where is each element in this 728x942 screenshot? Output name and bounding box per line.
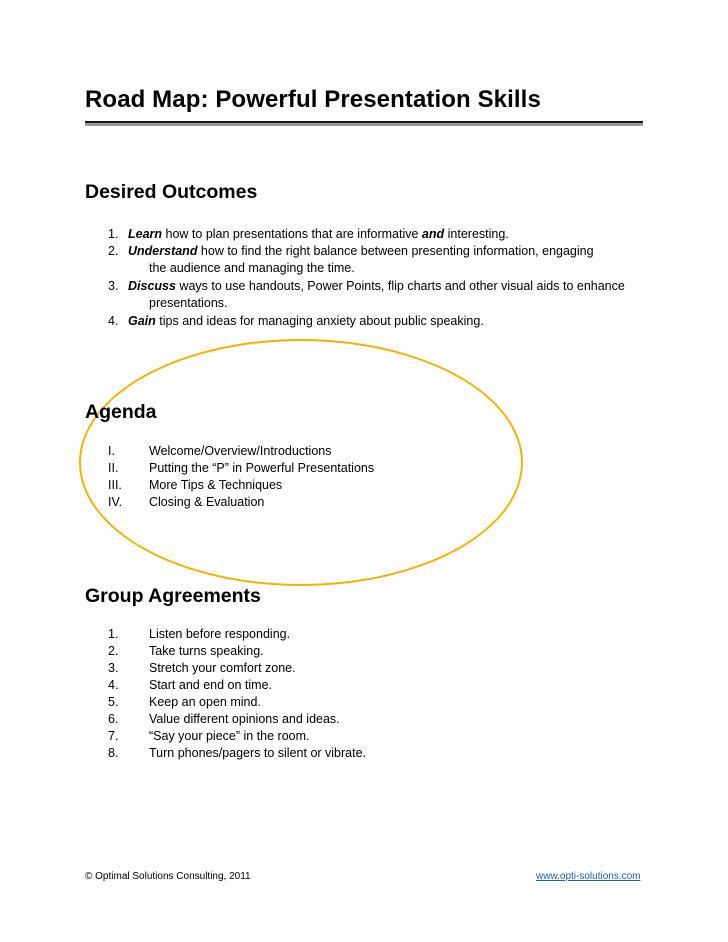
outcome-line: ways to use handouts, Power Points, flip charts and other visual aids to enhance xyxy=(175,279,625,293)
agreement-text: Listen before responding. xyxy=(149,627,291,641)
agreement-number: 7. xyxy=(108,729,119,743)
outcome-lead: Understand xyxy=(128,244,198,258)
outcome-lead: Gain xyxy=(128,314,156,328)
outcome-text xyxy=(128,226,509,243)
desired-outcomes-heading: Desired Outcomes xyxy=(85,181,258,203)
agreement-text: Stretch your comfort zone. xyxy=(149,661,296,675)
outcome-number: 4. xyxy=(108,314,119,328)
agenda-number: IV. xyxy=(108,495,123,509)
agreement-text: Take turns speaking. xyxy=(149,644,264,658)
outcome-number: 3. xyxy=(108,279,119,293)
outcome-lead: Learn xyxy=(128,227,163,241)
agreement-number: 3. xyxy=(108,661,119,675)
outcome-text xyxy=(128,243,594,260)
agreement-text: Start and end on time. xyxy=(149,678,272,692)
agreement-number: 2. xyxy=(108,644,119,658)
group-agreements-heading: Group Agreements xyxy=(85,585,261,607)
outcome-text xyxy=(128,278,625,295)
footer-copyright: © Optimal Solutions Consulting, 2011 xyxy=(85,871,251,882)
agreement-text: Turn phones/pagers to silent or vibrate. xyxy=(149,746,367,760)
agenda-heading: Agenda xyxy=(85,401,157,423)
outcome-continuation: the audience and managing the time. xyxy=(149,261,355,275)
outcome-line: how to plan presentations that are informative xyxy=(162,227,422,241)
outcome-line: how to find the right balance between presenting information, engaging xyxy=(197,244,594,258)
agenda-text: More Tips & Techniques xyxy=(149,478,283,492)
document-title: Road Map: Powerful Presentation Skills xyxy=(85,86,541,113)
outcome-line-end: interesting. xyxy=(444,227,509,241)
agreement-number: 8. xyxy=(108,746,119,760)
agenda-number: I. xyxy=(108,444,115,458)
footer-website-link[interactable]: www.opti-solutions.com xyxy=(536,871,641,882)
agenda-number: II. xyxy=(108,461,119,475)
agenda-text: Putting the “P” in Powerful Presentations xyxy=(149,461,375,475)
agreement-number: 1. xyxy=(108,627,119,641)
outcome-text xyxy=(128,313,484,330)
agreement-text: Value different opinions and ideas. xyxy=(149,712,340,726)
agreement-number: 5. xyxy=(108,695,119,709)
agenda-text: Welcome/Overview/Introductions xyxy=(149,444,332,458)
outcome-emphasis: and xyxy=(421,227,445,241)
outcome-number: 2. xyxy=(108,244,119,258)
agreement-number: 4. xyxy=(108,678,119,692)
outcome-number: 1. xyxy=(108,227,119,241)
agenda-number: III. xyxy=(108,478,122,492)
agreement-number: 6. xyxy=(108,712,119,726)
agenda-text: Closing & Evaluation xyxy=(149,495,265,509)
outcome-line: tips and ideas for managing anxiety about public speaking. xyxy=(155,314,484,328)
agreement-text: Keep an open mind. xyxy=(149,695,261,709)
outcome-lead: Discuss xyxy=(128,279,176,293)
title-underline xyxy=(85,121,643,126)
agreement-text: “Say your piece” in the room. xyxy=(149,729,310,743)
outcome-continuation: presentations. xyxy=(149,296,228,310)
